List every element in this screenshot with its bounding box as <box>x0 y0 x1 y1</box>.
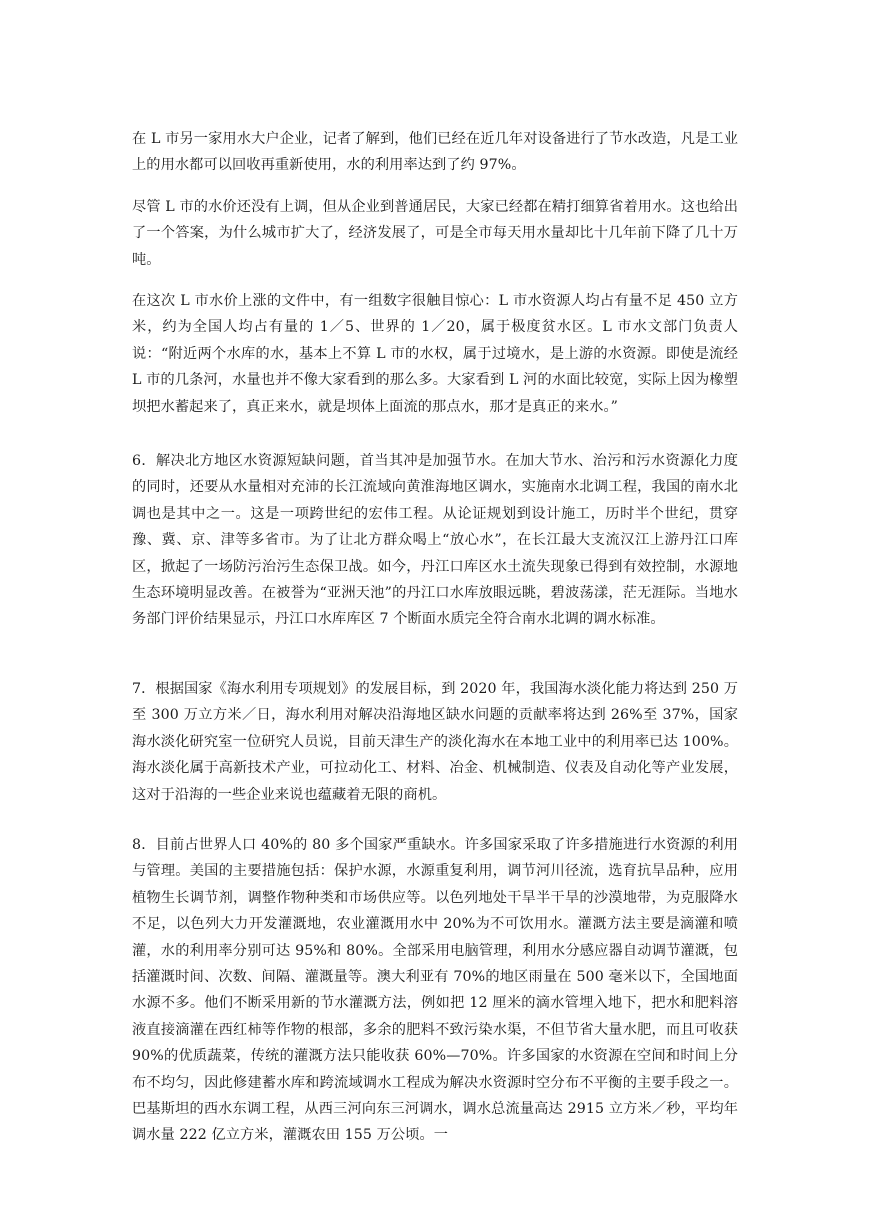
paragraph-water-price-statistics: 在这次 L 市水价上涨的文件中，有一组数字很触目惊心：L 市水资源人均占有量不足 450 立方米，约为全国人均占有量的 1／5、世界的 1／20，属于极度贫水区。L 市水文部门负责人说：“附近两个水库的水，基本上不算 L 市的水权，属于过境水，是上游的水资源。即使是流经 L 市的几条河，水量也并不像大家看到的那么多。大家看到 L 河的水面比较宽，实际上因为橡塑坝把水蓄起来了，真正来水，就是坝体上面流的那点水，那才是真正的来水。” <box>132 293 738 415</box>
paragraph-item-6-south-north-diversion: 6．解决北方地区水资源短缺问题，首当其冲是加强节水。在加大节水、治污和污水资源化力度的同时，还要从水量相对充沛的长江流域向黄淮海地区调水，实施南水北调工程，我国的南水北调也是其中之一。这是一项跨世纪的宏伟工程。从论证规划到设计施工，历时半个世纪，贯穿豫、冀、京、津等多省市。为了让北方群众喝上“放心水”，在长江最大支流汉江上游丹江口库区，掀起了一场防污治污生态保卫战。如今，丹江口库区水土流失现象已得到有效控制，水源地生态环境明显改善。在被誉为“亚洲天池”的丹江口水库放眼远眺，碧波荡漾，茫无涯际。当地水务部门评价结果显示，丹江口水库库区 7 个断面水质完全符合南水北调的调水标准。 <box>132 453 738 628</box>
paragraph-water-recycling-enterprise: 在 L 市另一家用水大户企业，记者了解到，他们已经在近几年对设备进行了节水改造，凡是工业上的用水都可以回收再重新使用，水的利用率达到了约 97%。 <box>132 131 738 174</box>
paragraph-item-8-world-water-management: 8．目前占世界人口 40%的 80 多个国家严重缺水。许多国家采取了许多措施进行水资源的利用与管理。美国的主要措施包括：保护水源，水源重复利用，调节河川径流，选育抗旱品种，应用植物生长调节剂，调整作物种类和市场供应等。以色列地处干旱半干旱的沙漠地带，为克服降水不足，以色列大力开发灌溉地，农业灌溉用水中 20%为不可饮用水。灌溉方法主要是滴灌和喷灌，水的利用率分别可达 95%和 80%。全部采用电脑管理，利用水分感应器自动调节灌溉，包括灌溉时间、次数、间隔、灌溉量等。澳大利亚有 70%的地区雨量在 500 毫米以下，全国地面水源不多。他们不断采用新的节水灌溉方法，例如把 12 厘米的滴水管埋入地下，把水和肥料溶液直接滴灌在西红柿等作物的根部，多余的肥料不致污染水渠，不但节省大量水肥，而且可收获 90%的优质蔬菜，传统的灌溉方法只能收获 60%—70%。许多国家的水资源在空间和时间上分布不均匀，因此修建蓄水库和跨流域调水工程成为解决水资源时空分布不平衡的主要手段之一。巴基斯坦的西水东调工程，从西三河向东三河调水，调水总流量高达 2915 立方米／秒，平均年调水量 222 亿立方米，灌溉农田 155 万公顷。一 <box>132 837 738 1144</box>
paragraph-water-saving-residents: 尽管 L 市的水价还没有上调，但从企业到普通居民，大家已经都在精打细算省着用水。这也给出了一个答案，为什么城市扩大了，经济发展了，可是全市每天用水量却比十几年前下降了几十万吨。 <box>132 199 738 268</box>
paragraph-item-7-desalination: 7．根据国家《海水利用专项规划》的发展目标，到 2020 年，我国海水淡化能力将达到 250 万至 300 万立方米／日，海水利用对解决沿海地区缺水问题的贡献率将达到 26%至 37%，国家海水淡化研究室一位研究人员说，目前天津生产的淡化海水在本地工业中的利用率已达 100%。海水淡化属于高新技术产业，可拉动化工、材料、冶金、机械制造、仪表及自动化等产业发展，这对于沿海的一些企业来说也蕴藏着无限的商机。 <box>132 681 738 803</box>
